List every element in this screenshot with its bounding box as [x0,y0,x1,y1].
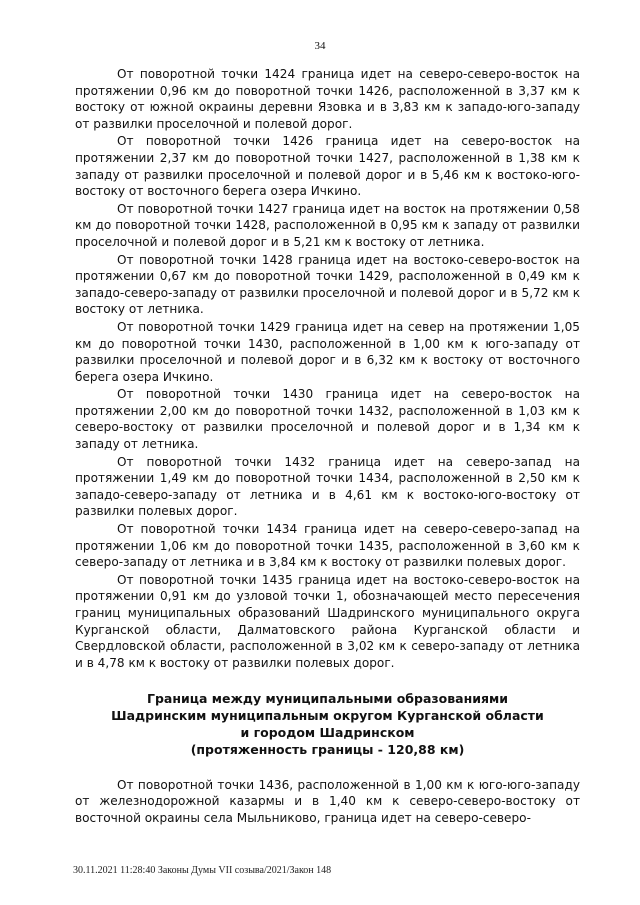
paragraph: От поворотной точки 1434 граница идет на северо-северо-запад на протяжении 1,06 км до поворотной точки 1435, расположенной в 3,60 км к северо-западу от летника и в 3,84 км к востоку от развилки полевых дорог. [75,522,580,570]
page-number: 34 [314,40,326,52]
heading-line: и городом Шадринском [240,724,415,740]
paragraph: От поворотной точки 1426 граница идет на северо-восток на протяжении 2,37 км до поворотной точки 1427, расположенной в 1,38 км к западу от развилки проселочной и полевой дорог и в 5,46 км к востоко-юго-востоку от восточного берега озера Ичкино. [75,134,580,199]
paragraph: От поворотной точки 1435 граница идет на востоко-северо-восток на протяжении 0,91 км до узловой точки 1, обозначающей место пересечения границ муниципальных образований Шадринского муниципального округа Курганской области, Далматовского района Курганской области и Свердловской области, расположенной в 3,02 км к северо-западу от летника и в 4,78 км к востоку от развилки полевых дорог. [75,572,580,670]
paragraph: От поворотной точки 1424 граница идет на северо-северо-восток на протяжении 0,96 км до поворотной точки 1426, расположенной в 3,37 км к востоку от южной окраины деревни Язовка и в 3,83 км к западо-юго-западу от развилки проселочной и полевой дорог. [75,67,580,131]
heading-line: Граница между муниципальными образованиями [147,691,508,707]
heading-line: Шадринским муниципальным округом Курганской области [111,708,544,724]
document-body [75,66,580,826]
paragraph: От поворотной точки 1427 граница идет на восток на протяжении 0,58 км до поворотной точки 1428, расположенной в 0,95 км к западу от развилки проселочной и полевой дорог и в 5,21 км к востоку от летника. [75,201,580,249]
paragraph: От поворотной точки 1428 граница идет на востоко-северо-восток на протяжении 0,67 км до поворотной точки 1429, расположенной в 0,49 км к западо-северо-западу от развилки проселочной и полевой дорог и в 5,72 км к востоку от летника. [75,252,580,317]
heading-line: (протяженность границы - 120,88 км) [190,741,465,757]
paragraph: От поворотной точки 1432 граница идет на северо-запад на протяжении 1,49 км до поворотной точки 1434, расположенной в 2,50 км к западо-северо-западу от летника и в 4,61 км к востоко-юго-востоку от развилки полевых дорог. [75,454,580,519]
footer-meta: 30.11.2021 11:28:40 Законы Думы VII созыва/2021/Закон 148 [73,865,332,876]
section-heading [75,691,580,758]
paragraph: От поворотной точки 1430 граница идет на северо-восток на протяжении 2,00 км до поворотной точки 1432, расположенной в 1,03 км к северо-востоку от развилки проселочной и полевой дорог и в 1,34 км к западу от летника. [75,387,580,452]
paragraph: От поворотной точки 1429 граница идет на север на протяжении 1,05 км до поворотной точки 1430, расположенной в 1,00 км к юго-западу от развилки проселочной и полевой дорог и в 6,32 км к востоку от восточного берега озера Ичкино. [75,319,580,384]
paragraph: От поворотной точки 1436, расположенной в 1,00 км к юго-юго-западу от железнодорожной казармы и в 1,40 км к северо-северо-востоку от восточной окраины села Мыльниково, граница идет на северо-северо- [75,777,580,825]
